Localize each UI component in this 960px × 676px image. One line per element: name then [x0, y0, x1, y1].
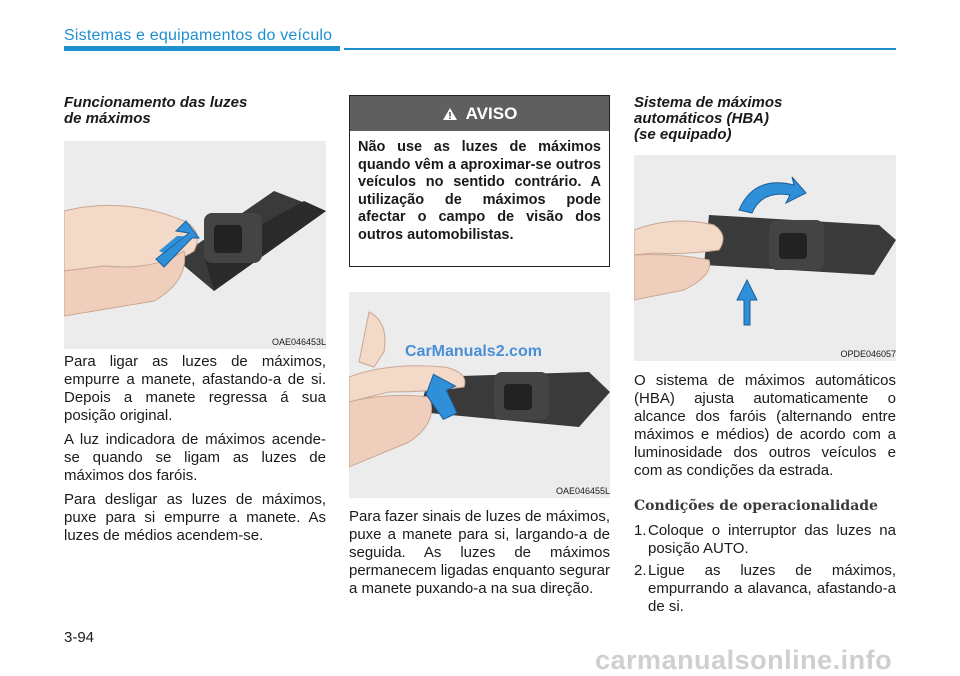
list-item: [634, 522, 896, 558]
conditions-list: [634, 522, 896, 620]
high-beam-operation-title: [64, 95, 247, 127]
paragraph: A luz indicadora de máximos acende-se quando se ligam as luzes de máximos dos faróis.: [64, 431, 326, 484]
hba-section-title: [634, 95, 782, 143]
footer-watermark: carmanualsonline.info: [595, 645, 893, 675]
warning-box: [349, 95, 610, 267]
header-rule: [344, 48, 896, 50]
col3-text: O sistema de máximos automáticos (HBA) ajusta automaticamente o alcance dos faróis (alternando entre máximos e médios) de acordo com a luminosidade dos outros veículos e com as condições da estrada.: [634, 372, 896, 479]
paragraph: Para desligar as luzes de máximos, puxe para si empurre a manete. As luzes de médios acendem-se.: [64, 491, 326, 544]
warning-title: AVISO: [465, 103, 518, 123]
list-text: Coloque o interruptor das luzes na posição AUTO.: [648, 522, 896, 557]
warning-header: [350, 96, 609, 131]
figure-hba-stalk: [634, 155, 896, 361]
list-text: Ligue as luzes de máximos, empurrando a alavanca, afastando-a de si.: [648, 562, 896, 615]
watermark-text: CarManuals2.com: [405, 343, 542, 360]
list-number: 2.: [634, 562, 647, 579]
figure-push-stalk: [64, 141, 326, 349]
list-number: 1.: [634, 522, 647, 539]
figure-code: OAE046453L: [271, 337, 326, 347]
title-line: Sistema de máximos: [634, 94, 783, 111]
figure-code: OAE046455L: [555, 486, 610, 496]
figure-flash-stalk: [349, 292, 610, 498]
section-header-title: Sistemas e equipamentos do veículo: [64, 27, 333, 44]
operating-conditions-heading: Condições de operacionalidade: [634, 498, 878, 514]
page-number: 3-94: [64, 629, 95, 646]
header-accent-bar: [64, 46, 340, 51]
title-line: de máximos: [64, 110, 151, 127]
list-item: [634, 562, 896, 616]
title-line: (se equipado): [634, 126, 732, 143]
warning-text: Não use as luzes de máximos quando vêm a aproximar-se outros veículos no sentido contrário. A utilização de máximos pode afectar o campo de visão dos outros automobilistas.: [358, 139, 601, 243]
title-line: automáticos (HBA): [634, 110, 770, 127]
col2-text: Para fazer sinais de luzes de máximos, puxe a manete para si, largando-a de seguida. As luzes de máximos permanecem ligadas enquanto segurar a manete puxando-a na sua direção.: [349, 508, 610, 597]
title-line: Funcionamento das luzes: [64, 94, 248, 111]
warning-triangle-icon: [442, 107, 458, 121]
col1-text: [64, 353, 326, 545]
paragraph: Para ligar as luzes de máximos, empurre a manete, afastando-a de si. Depois a manete regressa á sua posição original.: [64, 353, 326, 424]
figure-code: OPDE046057: [840, 349, 896, 359]
